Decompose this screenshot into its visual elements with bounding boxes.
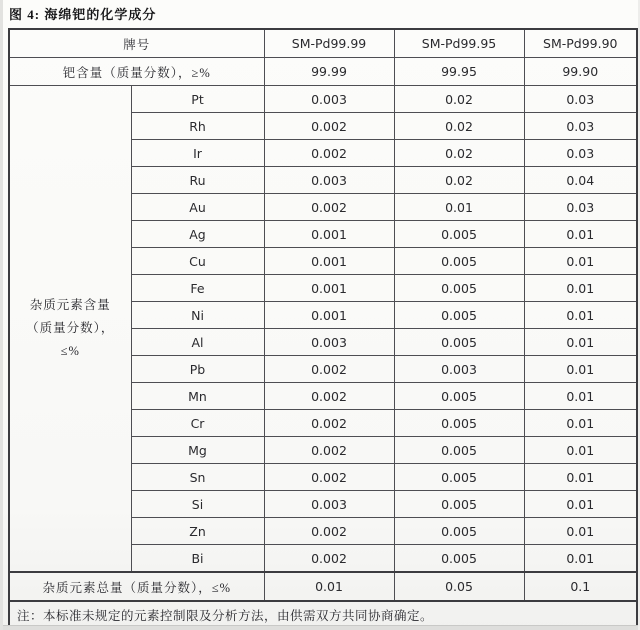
figure-caption: 图 4: 海绵钯的化学成分 <box>9 7 157 22</box>
impurity-value-cell: 0.02 <box>394 167 524 194</box>
impurity-value-cell: 0.002 <box>264 356 394 383</box>
pd-content-value-1: 99.99 <box>264 58 394 86</box>
impurity-value-cell: 0.005 <box>394 221 524 248</box>
element-symbol-cell: Al <box>131 329 264 356</box>
grade-header-cell-2: SM-Pd99.95 <box>394 29 524 58</box>
impurity-group-label-line: 杂质元素含量 <box>29 297 111 312</box>
impurity-value-cell: 0.03 <box>524 140 637 167</box>
total-row <box>9 572 637 601</box>
impurity-value-cell: 0.01 <box>524 410 637 437</box>
pd-content-value-3: 99.90 <box>524 58 637 86</box>
impurity-value-cell: 0.01 <box>524 491 637 518</box>
element-symbol-cell: Ru <box>131 167 264 194</box>
header-section <box>9 29 637 86</box>
impurity-value-cell: 0.005 <box>394 518 524 545</box>
impurity-value-cell: 0.001 <box>264 275 394 302</box>
element-symbol-cell: Bi <box>131 545 264 573</box>
brand-header-cell: 牌号 <box>9 29 264 58</box>
element-symbol-cell: Au <box>131 194 264 221</box>
total-value-1: 0.01 <box>264 572 394 601</box>
impurity-value-cell: 0.005 <box>394 545 524 573</box>
impurity-value-cell: 0.01 <box>394 194 524 221</box>
impurity-value-cell: 0.02 <box>394 140 524 167</box>
header-row <box>9 29 637 58</box>
impurity-value-cell: 0.01 <box>524 545 637 573</box>
impurity-value-cell: 0.002 <box>264 140 394 167</box>
total-value-2: 0.05 <box>394 572 524 601</box>
impurity-value-cell: 0.002 <box>264 383 394 410</box>
impurity-value-cell: 0.005 <box>394 248 524 275</box>
impurity-value-cell: 0.04 <box>524 167 637 194</box>
total-value-3: 0.1 <box>524 572 637 601</box>
impurity-value-cell: 0.003 <box>394 356 524 383</box>
impurity-value-cell: 0.002 <box>264 410 394 437</box>
impurity-value-cell: 0.005 <box>394 329 524 356</box>
footer-section <box>9 572 637 629</box>
impurity-value-cell: 0.002 <box>264 545 394 573</box>
footnote: 注：本标准未规定的元素控制限及分析方法，由供需双方共同协商确定。 <box>9 601 637 629</box>
impurity-value-cell: 0.001 <box>264 221 394 248</box>
element-symbol-cell: Cr <box>131 410 264 437</box>
element-symbol-cell: Fe <box>131 275 264 302</box>
impurity-value-cell: 0.01 <box>524 221 637 248</box>
impurity-value-cell: 0.005 <box>394 491 524 518</box>
impurity-value-cell: 0.005 <box>394 437 524 464</box>
impurity-value-cell: 0.002 <box>264 464 394 491</box>
pd-content-label: 钯含量（质量分数），≥% <box>9 58 264 86</box>
element-symbol-cell: Pt <box>131 86 264 113</box>
element-symbol-cell: Zn <box>131 518 264 545</box>
impurity-value-cell: 0.001 <box>264 248 394 275</box>
impurity-value-cell: 0.01 <box>524 329 637 356</box>
impurity-group-label-line: （质量分数）， <box>26 320 115 335</box>
element-symbol-cell: Mn <box>131 383 264 410</box>
element-symbol-cell: Ag <box>131 221 264 248</box>
impurity-value-cell: 0.01 <box>524 248 637 275</box>
grade-header-cell-1: SM-Pd99.99 <box>264 29 394 58</box>
element-symbol-cell: Si <box>131 491 264 518</box>
impurity-value-cell: 0.01 <box>524 437 637 464</box>
element-symbol-cell: Sn <box>131 464 264 491</box>
impurity-value-cell: 0.005 <box>394 464 524 491</box>
impurity-value-cell: 0.005 <box>394 302 524 329</box>
impurity-group-label <box>9 86 131 573</box>
grade-header-cell-3: SM-Pd99.90 <box>524 29 637 58</box>
composition-table <box>8 28 638 630</box>
impurity-value-cell: 0.003 <box>264 167 394 194</box>
element-symbol-cell: Cu <box>131 248 264 275</box>
impurity-value-cell: 0.02 <box>394 113 524 140</box>
impurity-value-cell: 0.02 <box>394 86 524 113</box>
pd-content-row <box>9 58 637 86</box>
impurity-value-cell: 0.01 <box>524 356 637 383</box>
impurity-value-cell: 0.002 <box>264 518 394 545</box>
impurity-value-cell: 0.03 <box>524 194 637 221</box>
element-symbol-cell: Pb <box>131 356 264 383</box>
impurity-value-cell: 0.03 <box>524 86 637 113</box>
impurity-row <box>9 86 637 113</box>
element-symbol-cell: Ir <box>131 140 264 167</box>
impurity-value-cell: 0.003 <box>264 329 394 356</box>
impurity-section <box>9 86 637 573</box>
impurity-value-cell: 0.01 <box>524 518 637 545</box>
impurity-value-cell: 0.01 <box>524 383 637 410</box>
total-label: 杂质元素总量（质量分数），≤% <box>9 572 264 601</box>
impurity-value-cell: 0.002 <box>264 437 394 464</box>
pd-content-value-2: 99.95 <box>394 58 524 86</box>
impurity-value-cell: 0.001 <box>264 302 394 329</box>
impurity-value-cell: 0.003 <box>264 86 394 113</box>
impurity-value-cell: 0.002 <box>264 194 394 221</box>
impurity-value-cell: 0.01 <box>524 275 637 302</box>
element-symbol-cell: Ni <box>131 302 264 329</box>
page-bottom-edge <box>3 625 638 630</box>
impurity-value-cell: 0.01 <box>524 464 637 491</box>
impurity-value-cell: 0.005 <box>394 275 524 302</box>
impurity-value-cell: 0.002 <box>264 113 394 140</box>
impurity-value-cell: 0.003 <box>264 491 394 518</box>
impurity-value-cell: 0.005 <box>394 383 524 410</box>
impurity-value-cell: 0.03 <box>524 113 637 140</box>
impurity-group-label-line: ≤% <box>60 344 80 359</box>
impurity-value-cell: 0.005 <box>394 410 524 437</box>
element-symbol-cell: Mg <box>131 437 264 464</box>
element-symbol-cell: Rh <box>131 113 264 140</box>
impurity-value-cell: 0.01 <box>524 302 637 329</box>
